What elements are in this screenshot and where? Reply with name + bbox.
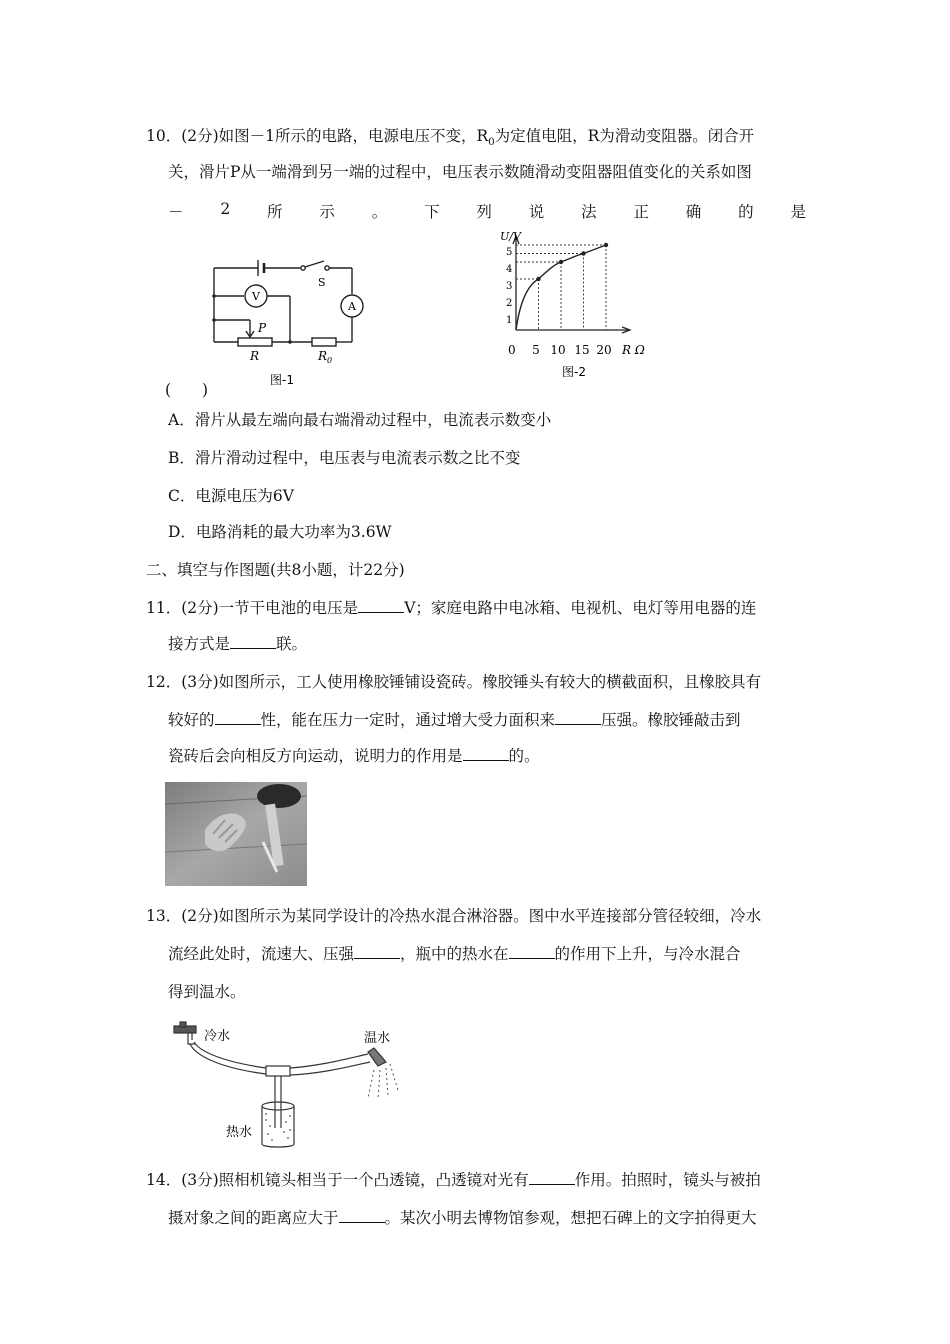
- fig2-y-tick: 5: [506, 247, 513, 258]
- q10-char: 2: [220, 200, 231, 218]
- switch-label: S: [318, 276, 326, 289]
- q12-line-2: [168, 710, 741, 730]
- q11-text: V；家庭电路中电冰箱、电视机、电灯等用电器的连: [404, 599, 757, 617]
- q10-char: 正: [633, 203, 649, 221]
- fig2-data-point: [604, 243, 608, 247]
- q10-answer-bracket: ( ): [165, 381, 209, 399]
- q10-char: 法: [581, 203, 597, 221]
- fig2-y-tick: 2: [506, 298, 513, 309]
- fig2-data-point: [536, 277, 540, 281]
- q10-text: 10．(2分)如图－1所示的电路，电源电压不变，R: [146, 127, 489, 145]
- q12-text: 较好的: [168, 711, 215, 729]
- q10-line-1: [146, 126, 754, 153]
- fig2-y-tick: 4: [506, 264, 513, 275]
- q10-char: 的: [738, 203, 754, 221]
- q13-text: 流经此处时，流速大、压强: [168, 945, 355, 963]
- q10-option-d: D．电路消耗的最大功率为3.6W: [168, 523, 392, 541]
- rubber-hammer-photo: [165, 782, 307, 886]
- q10-char: 示: [319, 203, 335, 221]
- q14-line-1: [146, 1170, 761, 1190]
- cold-water-label: 冷水: [204, 1029, 231, 1044]
- answer-blank[interactable]: [555, 710, 601, 725]
- q14-text: 作用。拍照时，镜头与被拍: [574, 1171, 761, 1189]
- answer-blank[interactable]: [463, 746, 509, 761]
- q11-text: 联。: [276, 635, 308, 653]
- q10-option-c: C．电源电压为6V: [168, 487, 294, 505]
- q13-line-3: 得到温水。: [168, 983, 246, 1001]
- circuit-diagram-fig1: [200, 252, 380, 392]
- fig2-x-tick: 5: [532, 343, 540, 357]
- shower-mixer-diagram: [170, 1020, 420, 1150]
- fig2-y-tick: 1: [506, 315, 513, 326]
- q11-line-1: [146, 598, 756, 618]
- answer-blank[interactable]: [354, 944, 400, 959]
- slider-label: P: [258, 321, 267, 335]
- q14-text: 摄对象之间的距离应大于: [168, 1209, 339, 1227]
- answer-blank[interactable]: [529, 1170, 575, 1185]
- voltage-resistance-graph-fig2: [500, 226, 660, 382]
- fig2-x-tick: 20: [596, 343, 612, 357]
- q14-text: 14．(3分)照相机镜头相当于一个凸透镜，凸透镜对光有: [146, 1171, 529, 1189]
- q10-char: 确: [685, 203, 702, 221]
- q10-line-2: 关，滑片P从一端滑到另一端的过程中，电压表示数随滑动变阻器阻值变化的关系如图: [168, 163, 752, 181]
- q10-line-3: [168, 200, 806, 222]
- rheostat-label: R: [250, 349, 260, 363]
- fig2-x-tick: 10: [550, 343, 566, 357]
- q12-text: 的。: [508, 747, 540, 765]
- q13-text: ，瓶中的热水在: [400, 945, 509, 963]
- warm-water-label: 温水: [364, 1031, 391, 1046]
- hot-water-label: 热水: [226, 1125, 253, 1140]
- fig2-x-axis-label: R Ω: [622, 343, 645, 357]
- answer-blank[interactable]: [339, 1208, 385, 1223]
- q12-line-3: [168, 746, 540, 766]
- q10-char: 所: [267, 203, 283, 221]
- q13-line-1: 13．(2分)如图所示为某同学设计的冷热水混合淋浴器。图中水平连接部分管径较细，冷水: [146, 907, 762, 925]
- q10-char: 下: [424, 203, 440, 221]
- fig2-y-axis-label: U/V: [500, 230, 521, 243]
- answer-blank[interactable]: [358, 598, 404, 613]
- q13-line-2: [168, 944, 741, 964]
- r0-sub: 0: [327, 356, 333, 365]
- fig2-y-tick: 3: [506, 281, 513, 292]
- fig2-data-point: [559, 260, 563, 264]
- ammeter-label: A: [348, 300, 356, 313]
- q12-text: 压强。橡胶锤敲击到: [601, 711, 741, 729]
- fig2-origin-label: 0: [508, 343, 516, 357]
- fig2-x-tick: 15: [574, 343, 590, 357]
- q12-line-1: 12．(3分)如图所示，工人使用橡胶锤铺设瓷砖。橡胶锤头有较大的横截面积，且橡胶具有: [146, 673, 762, 691]
- q10-option-a: A．滑片从最左端向最右端滑动过程中，电流表示数变小: [168, 411, 552, 429]
- resistor-r0-label: [317, 349, 332, 365]
- q10-option-b: B．滑片滑动过程中，电压表与电流表示数之比不变: [168, 449, 521, 467]
- fig2-caption: 图-2: [562, 365, 586, 379]
- q13-text: 的作用下上升，与冷水混合: [554, 945, 741, 963]
- q10-char: －: [168, 203, 184, 221]
- answer-blank[interactable]: [230, 634, 276, 649]
- section-heading: 二、填空与作图题(共8小题，计22分): [146, 561, 405, 579]
- q10-char: 。: [371, 203, 388, 221]
- q14-line-2: [168, 1208, 757, 1228]
- fig1-caption: 图-1: [270, 373, 294, 387]
- q12-text: 瓷砖后会向相反方向运动，说明力的作用是: [168, 747, 463, 765]
- q11-text: 接方式是: [168, 635, 231, 653]
- answer-blank[interactable]: [215, 710, 261, 725]
- q10-char: 列: [476, 203, 492, 221]
- q10-subscript: 0: [488, 137, 495, 149]
- q12-text: 性，能在压力一定时，通过增大受力面积来: [260, 711, 556, 729]
- voltmeter-label: V: [252, 290, 260, 303]
- r0-main: R: [318, 349, 328, 363]
- answer-blank[interactable]: [509, 944, 555, 959]
- q10-char: 说: [528, 203, 545, 221]
- q14-text: 。某次小明去博物馆参观，想把石碑上的文字拍得更大: [384, 1209, 757, 1227]
- q11-line-2: [168, 634, 307, 654]
- fig2-data-point: [581, 251, 585, 255]
- q11-text: 11．(2分)一节干电池的电压是: [146, 599, 359, 617]
- q10-char: 是: [790, 203, 806, 221]
- q10-text: 为定值电阻，R为滑动变阻器。闭合开: [494, 127, 755, 145]
